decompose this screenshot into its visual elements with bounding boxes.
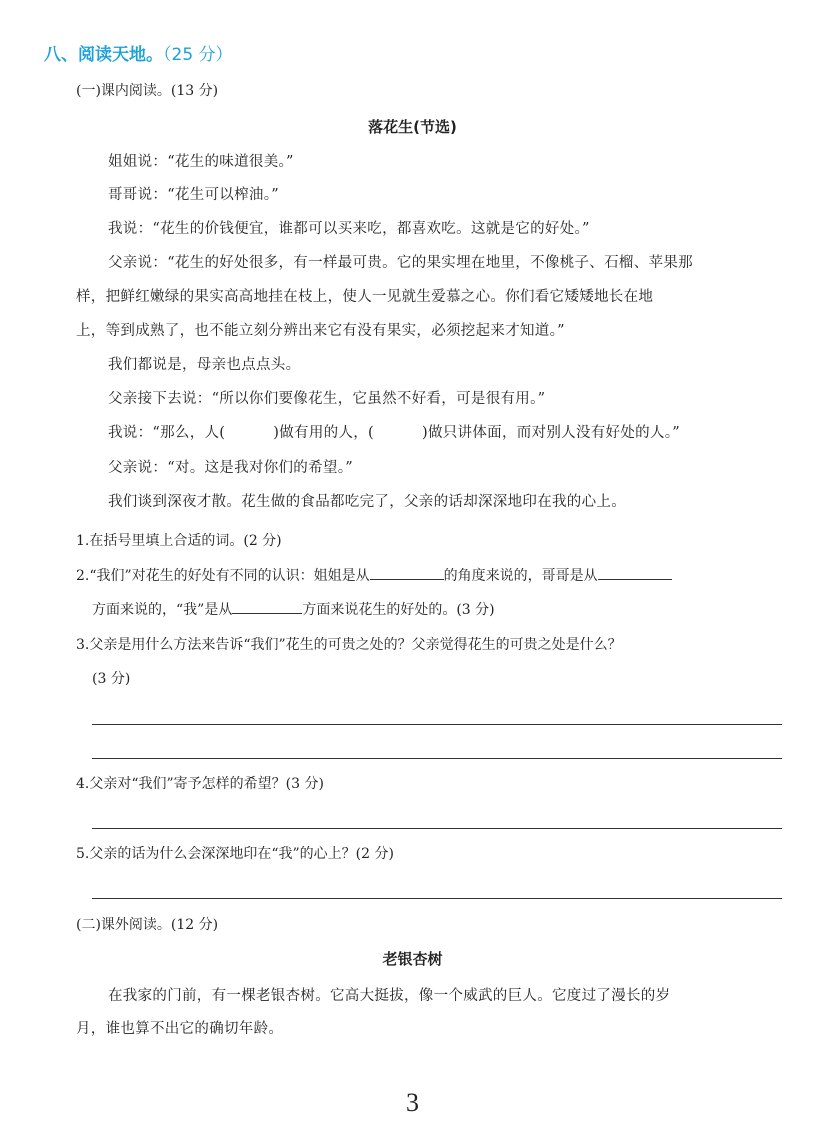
section-title: 八、阅读天地。 [44,45,163,65]
passage1-paragraph: 父亲接下去说：“所以你们要像花生，它虽然不好看，可是很有用。” [108,391,546,407]
passage1-paragraph: 我们谈到深夜才散。花生做的食品都吃完了，父亲的话却深深地印在我的心上。 [108,494,626,510]
passage1-paragraph: 我说：“花生的价钱便宜，谁都可以买来吃，都喜欢吃。这就是它的好处。” [108,221,590,237]
part1-label: (一)课内阅读。(13 分) [76,83,219,99]
question-2-text: 方面来说的，“我”是从 [92,602,233,618]
answer-blank-sister[interactable] [370,565,444,580]
question-5: 5.父亲的话为什么会深深地印在“我”的心上？(2 分) [76,846,394,862]
passage2-paragraph: 在我家的门前，有一棵老银杏树。它高大挺拔，像一个威武的巨人。它度过了漫长的岁 [108,988,671,1004]
passage2-paragraph: 月，谁也算不出它的确切年龄。 [76,1021,284,1037]
section-heading [44,40,233,65]
question-1: 1.在括号里填上合适的词。(2 分) [76,533,282,549]
answer-line-q5[interactable] [92,898,782,899]
passage1-paragraph: 父亲说：“花生的好处很多，有一样最可贵。它的果实埋在地里，不像桃子、石榴、苹果那 [108,255,693,271]
passage1-fill-line [108,421,680,442]
fill-line-part: )做有用的人，( [273,425,374,441]
question-4: 4.父亲对“我们”寄予怎样的希望？(3 分) [76,776,324,792]
passage2-title: 老银杏树 [382,950,443,968]
question-2-cont [92,599,495,619]
question-3: 3.父亲是用什么方法来告诉“我们”花生的可贵之处的？父亲觉得花生的可贵之处是什么？ [76,637,622,653]
passage1-paragraph: 父亲说：“对。这是我对你们的希望。” [108,460,353,476]
question-2 [76,565,672,585]
question-2-text: 的角度来说的，哥哥是从 [443,568,598,584]
section-score: （25 分） [163,45,233,65]
question-2-text: 方面来说花生的好处的。(3 分) [302,602,495,618]
answer-blank-brother[interactable] [598,565,672,580]
answer-line-q3[interactable] [92,758,782,759]
answer-line-q4[interactable] [92,828,782,829]
passage1-paragraph: 姐姐说：“花生的味道很美。” [108,154,294,170]
question-2-text: 2.“我们”对花生的好处有不同的认识：姐姐是从 [76,568,370,584]
fill-line-part: )做只讲体面，而对别人没有好处的人。” [422,425,681,441]
page-number: 3 [406,1088,419,1117]
fill-line-part: 我说：“那么，人( [108,425,226,441]
passage1-paragraph: 我们都说是，母亲也点点头。 [108,357,301,373]
passage1-title: 落花生(节选) [368,118,457,136]
passage1-paragraph: 样，把鲜红嫩绿的果实高高地挂在枝上，使人一见就生爱慕之心。你们看它矮矮地长在地 [76,289,654,305]
passage1-paragraph: 上，等到成熟了，也不能立刻分辨出来它有没有果实，必须挖起来才知道。” [76,323,565,339]
passage1-paragraph: 哥哥说：“花生可以榨油。” [108,187,279,203]
part2-label: (二)课外阅读。(12 分) [76,917,219,933]
answer-line-q3[interactable] [92,724,782,725]
answer-blank-me[interactable] [232,599,302,614]
question-3-score: (3 分) [92,671,131,687]
